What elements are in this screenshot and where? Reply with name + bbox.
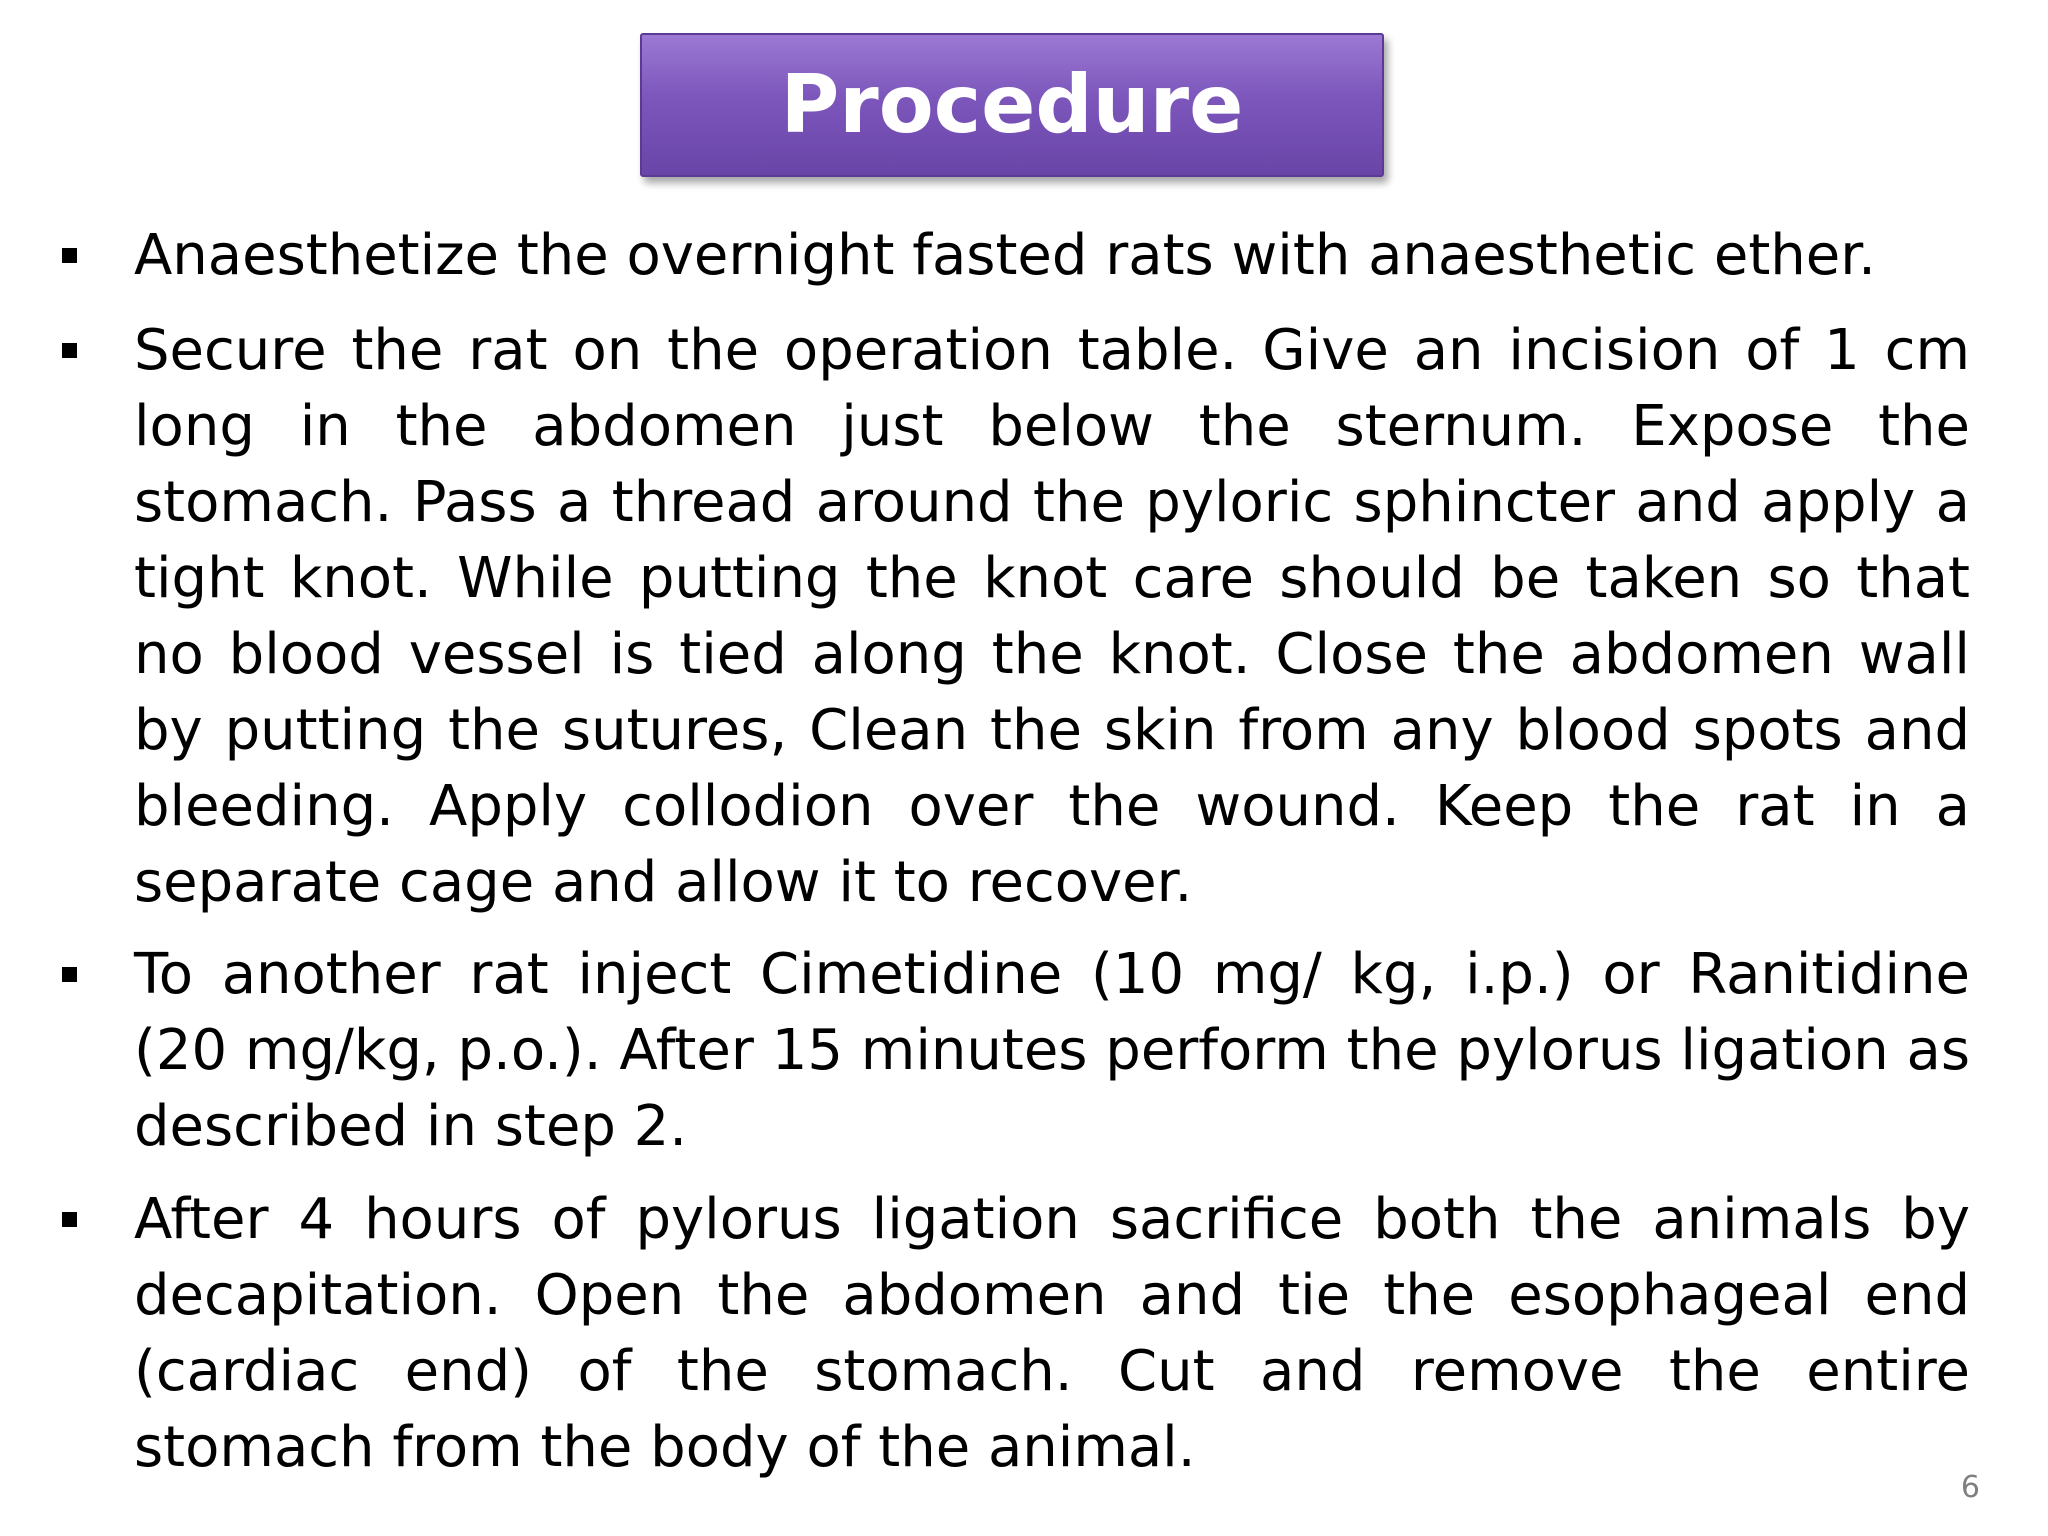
square-bullet-icon — [62, 1212, 77, 1227]
square-bullet-icon — [62, 343, 77, 358]
slide-title: Procedure — [780, 58, 1244, 151]
title-banner — [640, 33, 1384, 177]
bullet-text: Secure the rat on the operation table. Give an incision of 1 cm long in the abdomen just below the sternum. Expose the stomach. Pass a thread around the pyloric sphincter and apply a tight knot. While putting the knot care should be taken so that no blood vessel is tied along the knot. Close the abdomen wall by putting the sutures, Clean the skin from any blood spots and bleeding. Apply collodion over the wound. Keep the rat in a separate cage and allow it to recover. — [134, 318, 1970, 915]
bullet-text: After 4 hours of pylorus ligation sacrifice both the animals by decapitation. Open the abdomen and tie the esophageal end (cardiac end) of the stomach. Cut and remove the entire stomach from the body of the animal. — [134, 1187, 1970, 1480]
square-bullet-icon — [62, 967, 77, 982]
page-number: 6 — [1960, 1470, 1980, 1505]
bullet-text: Anaesthetize the overnight fasted rats with anaesthetic ether. — [134, 223, 1876, 288]
square-bullet-icon — [62, 248, 77, 263]
bullet-text: To another rat inject Cimetidine (10 mg/ kg, i.p.) or Ranitidine (20 mg/kg, p.o.). After 15 minutes perform the pylorus ligation as described in step 2. — [134, 942, 1970, 1159]
